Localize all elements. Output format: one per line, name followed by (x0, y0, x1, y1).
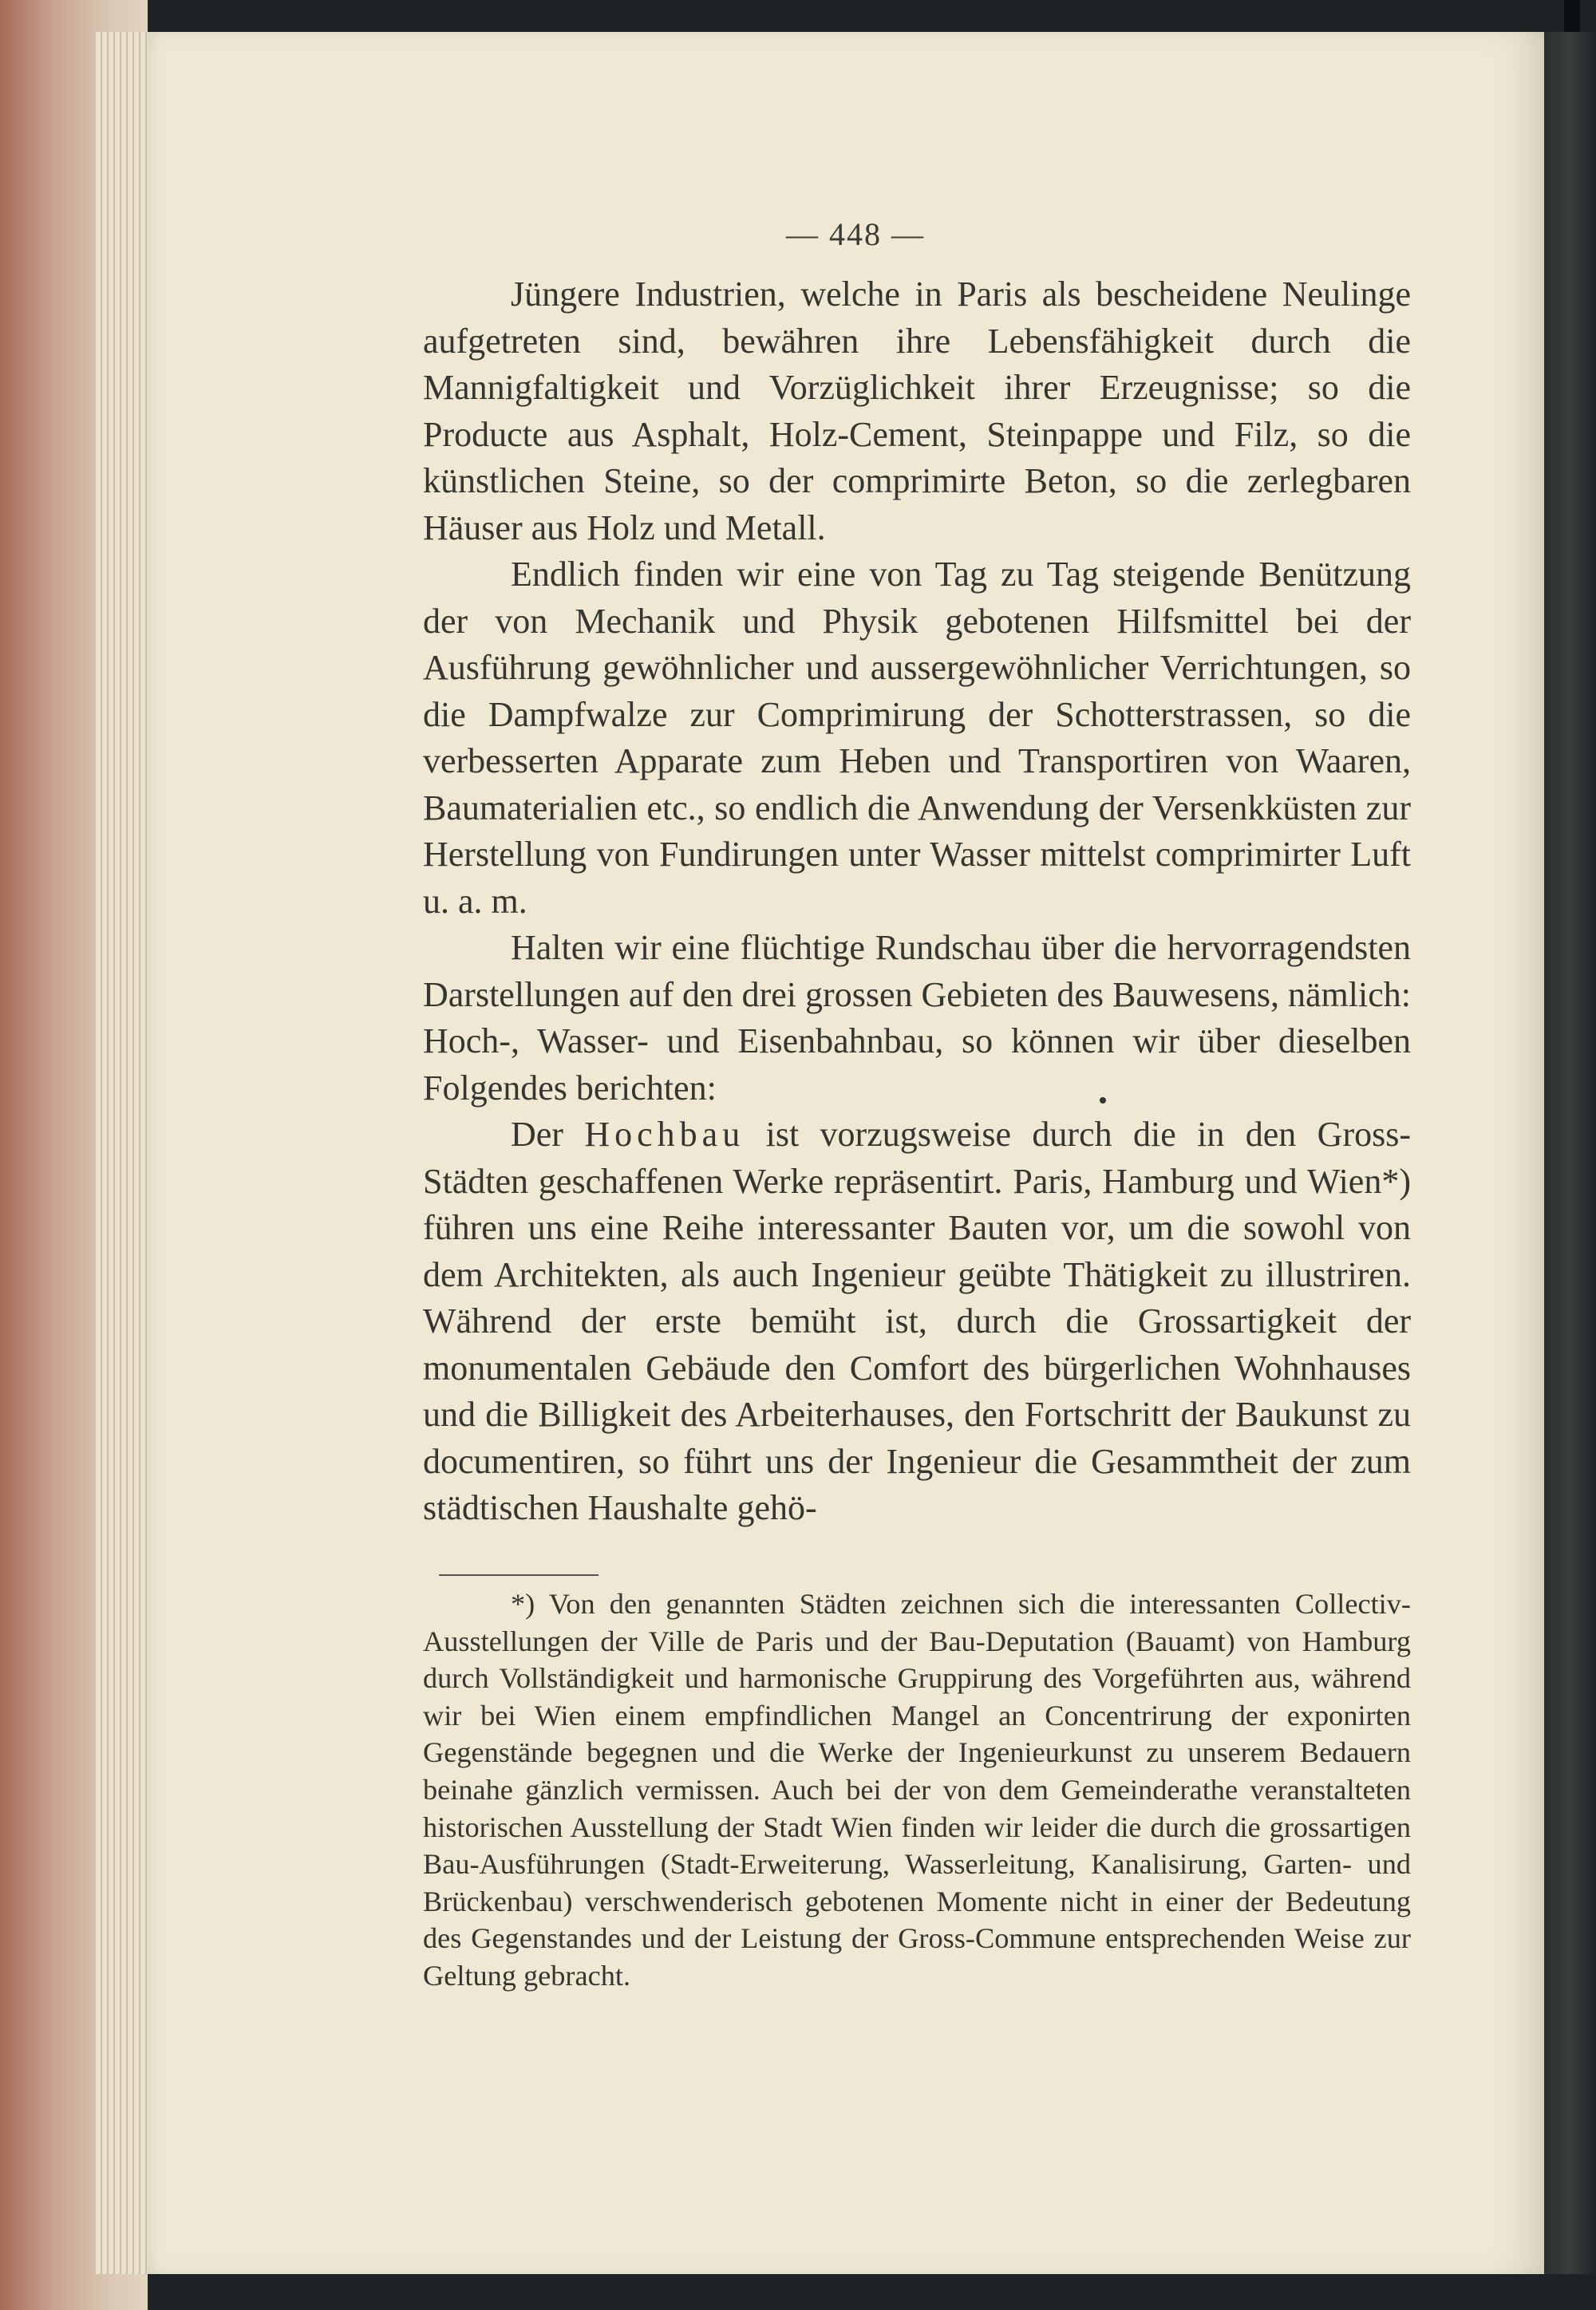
footnote-rule (439, 1574, 598, 1576)
paragraph-hochbau (423, 1112, 1411, 1532)
hochbau-heading-word: Hochbau (584, 1115, 745, 1154)
paragraph: Endlich finden wir eine von Tag zu Tag steigende Benützung der von Mechanik und Physik gebotenen Hilfsmittel bei der Ausführung gewöhnlicher und aussergewöhnlicher Verrichtungen, so die Dampfwalze zur Comprimirung der Schotterstrassen, so die verbesserten Apparate zum Heben und Transportiren von Waaren, Baumaterialien etc., so endlich die Anwendung der Versenkküsten zur Herstellung von Fundirungen unter Wasser mittelst comprimirter Luft u. a. m. (423, 555, 1411, 921)
scan-marker (1564, 0, 1580, 32)
book-gutter-right (1544, 32, 1596, 2274)
hochbau-before: Der (511, 1115, 585, 1154)
page-number: — 448 — (786, 216, 925, 252)
paragraph: Halten wir eine flüchtige Rundschau über die hervorragendsten Darstellungen auf den drei grossen Gebieten des Bauwesens, nämlich: Hoch-, Wasser- und Eisenbahnbau, so können wir über dieselben Folgendes berichten: (423, 928, 1411, 1108)
body-text (423, 271, 1411, 1532)
ink-dot (1100, 1097, 1106, 1104)
footnote (423, 1585, 1411, 1995)
paragraph: Jüngere Industrien, welche in Paris als bescheidene Neulinge aufgetreten sind, bewähren ihre Lebensfähigkeit durch die Mannigfaltigkeit und Vorzüglichkeit ihrer Erzeugnisse; so die Producte aus Asphalt, Holz-Cement, Steinpappe und Filz, so die künstlichen Steine, so der comprimirte Beton, so die zerlegbaren Häuser aus Holz und Metall. (423, 274, 1411, 547)
hochbau-after: ist vorzugsweise durch die in den Gross-Städten geschaffenen Werke repräsentirt. Paris, Hamburg und Wien*) führen uns eine Reihe interessanter Bauten vor, um die sowohl von dem Architekten, als auch Ingenieur geübte Thätigkeit zu illustriren. Während der erste bemüht ist, durch die Grossartigkeit der monumentalen Gebäude den Comfort des bürgerlichen Wohnhauses und die Billigkeit des Arbeiterhauses, den Fortschritt der Baukunst zu documentiren, so führt uns der Ingenieur die Gesammtheit der zum städtischen Haushalte gehö- (423, 1115, 1411, 1527)
footnote-text: *) Von den genannten Städten zeichnen sich die interessanten Collectiv-Ausstellungen der Ville de Paris und der Bau-Deputation (Bauamt) von Hamburg durch Vollständigkeit und harmonische Gruppirung des Vorgeführten aus, während wir bei Wien einem empfindlichen Mangel an Concentrirung der exponirten Gegenstände begegnen und die Werke der Ingenieurkunst zu unserem Bedauern beinahe gänzlich vermissen. Auch bei der von dem Gemeinderathe veranstalteten historischen Ausstellung der Stadt Wien finden wir leider die durch die grossartigen Bau-Ausführungen (Stadt-Erweiterung, Wasserleitung, Kanalisirung, Garten- und Brückenbau) verschwenderisch gebotenen Momente nicht in einer der Bedeutung des Gegenstandes und der Leistung der Gross-Commune entsprechenden Weise zur Geltung gebracht. (423, 1588, 1411, 1992)
